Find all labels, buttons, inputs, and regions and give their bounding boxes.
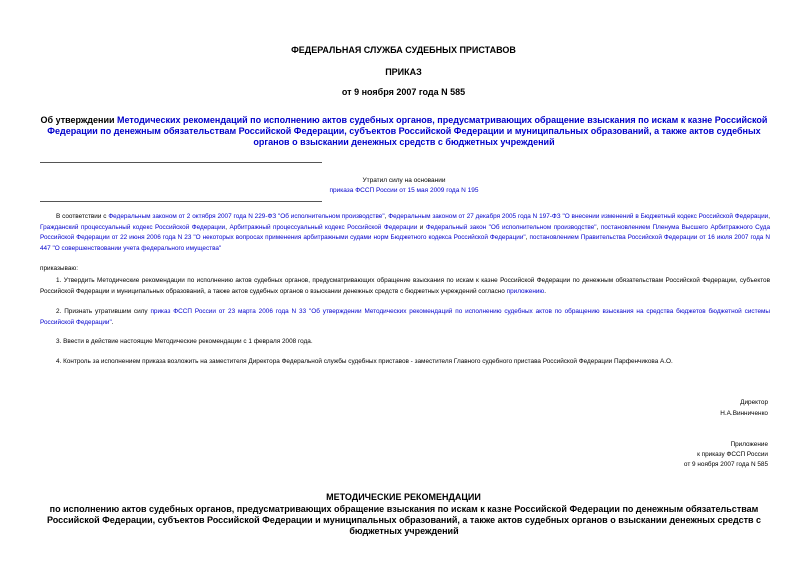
status-note	[40, 176, 768, 196]
recommendations-title: МЕТОДИЧЕСКИЕ РЕКОМЕНДАЦИИ	[326, 492, 481, 502]
signature-position: Директор	[740, 399, 768, 406]
item-4: 4. Контроль за исполнением приказа возложить на заместителя Директора Федеральной службы судебных приставов - заместителя Главного судебного пристава Российской Федерации Парфенчикова А.О.	[56, 358, 673, 365]
preamble-text: ,	[225, 223, 230, 231]
status-link[interactable]: приказа ФССП России от 15 мая 2009 года N 195	[329, 187, 479, 194]
link-government-resolution[interactable]: постановлением Правительства Российской Федерации от 16 июля 2007 года N 447 "О совершенствовании учета федерального имущества"	[40, 234, 770, 252]
link-law-197[interactable]: Федеральным законом от 27 декабря 2005 года N 197-ФЗ "О внесении изменений в Бюджетный кодекс Российской Федерации	[388, 213, 769, 220]
item-1	[40, 276, 770, 297]
item-2-end: .	[111, 318, 114, 326]
link-arbitration-code[interactable]: Арбитражный процессуальный кодекс Российской Федерации	[229, 223, 418, 231]
document-title	[40, 115, 768, 148]
divider-top	[40, 162, 322, 163]
item-1-text: 1. Утвердить Методические рекомендации по исполнению актов судебных органов, предусматривающих обращение взыскания по искам к казне Российской Федерации по денежным обязательствам Российской Федерации, субъектов Российской Федерации и муниципальных образований, а также актов судебных органов о взыскании денежных средств с бюджетных учреждений согласно	[40, 277, 770, 295]
appendix-line-2: к приказу ФССП России	[697, 451, 768, 458]
item-2-text: 2. Признать утратившим силу	[56, 308, 151, 315]
title-prefix: Об утверждении	[40, 115, 118, 125]
link-law-229[interactable]: Федеральным законом от 2 октября 2007 года N 229-ФЗ "Об исполнительном производстве"	[108, 213, 385, 220]
status-line: Утратил силу на основании	[362, 177, 446, 184]
document-type: ПРИКАЗ	[385, 67, 422, 77]
agency-name: ФЕДЕРАЛЬНАЯ СЛУЖБА СУДЕБНЫХ ПРИСТАВОВ	[291, 45, 516, 55]
preamble-paragraph	[40, 212, 770, 254]
item-1-end: .	[544, 287, 547, 295]
preamble-text: ,	[596, 223, 601, 231]
signature-name: Н.А.Винниченко	[720, 409, 768, 417]
preamble-text: и	[417, 223, 426, 231]
recommendations-subtitle: по исполнению актов судебных органов, предусматривающих обращение взыскания по искам к казне Российской Федерации по денежным обязательствам Российской Федерации, субъектов Российской Федерации и муниципальных образований, а также актов судебных органов о взыскании денежных средств с бюджетных учреждений	[46, 504, 762, 536]
item-3: 3. Ввести в действие настоящие Методические рекомендации с 1 февраля 2008 года.	[56, 338, 313, 345]
link-civil-code[interactable]: Гражданский процессуальный кодекс Российской Федерации	[40, 223, 226, 231]
appendix-link[interactable]: приложению	[506, 287, 545, 295]
link-plenum-resolution[interactable]: постановлением Пленума Высшего Арбитражного Суда Российской Федерации от 22 июня 2006 года N 23 "О некоторых вопросах применения арбитражными судами норм Бюджетного кодекса Российской Федерации"	[40, 223, 771, 241]
preamble-text: ,	[525, 234, 530, 241]
link-order-33[interactable]: приказ ФССП России от 23 марта 2006 года N 33 "Об утверждении Методических рекомендаций по исполнению судебных актов по обращению взыскания на средства бюджетов бюджетной системы Российской Федерации"	[40, 308, 770, 326]
preamble-text: ,	[768, 213, 771, 220]
preamble-text: В соответствии с	[56, 213, 109, 220]
appendix-line-3: от 9 ноября 2007 года N 585	[683, 461, 768, 468]
title-link[interactable]: Методических рекомендаций по исполнению актов судебных органов, предусматривающих обращение взыскания по искам к казне Российской Федерации по денежным обязательствам Российской Федерации, субъектов Российской Федерации и муниципальных образований, а также актов судебных органов о взыскании денежных средств с бюджетных учреждений	[47, 115, 768, 147]
preamble-text: ,	[384, 213, 389, 220]
order-word: приказываю:	[40, 265, 78, 272]
document-date: от 9 ноября 2007 года N 585	[341, 87, 466, 97]
link-enforcement-law[interactable]: Федеральный закон "Об исполнительном производстве"	[425, 223, 597, 231]
signature-block	[620, 398, 768, 419]
item-2	[40, 307, 770, 328]
divider-bottom	[40, 201, 322, 202]
appendix-header	[560, 440, 768, 470]
appendix-line-1: Приложение	[730, 441, 768, 448]
